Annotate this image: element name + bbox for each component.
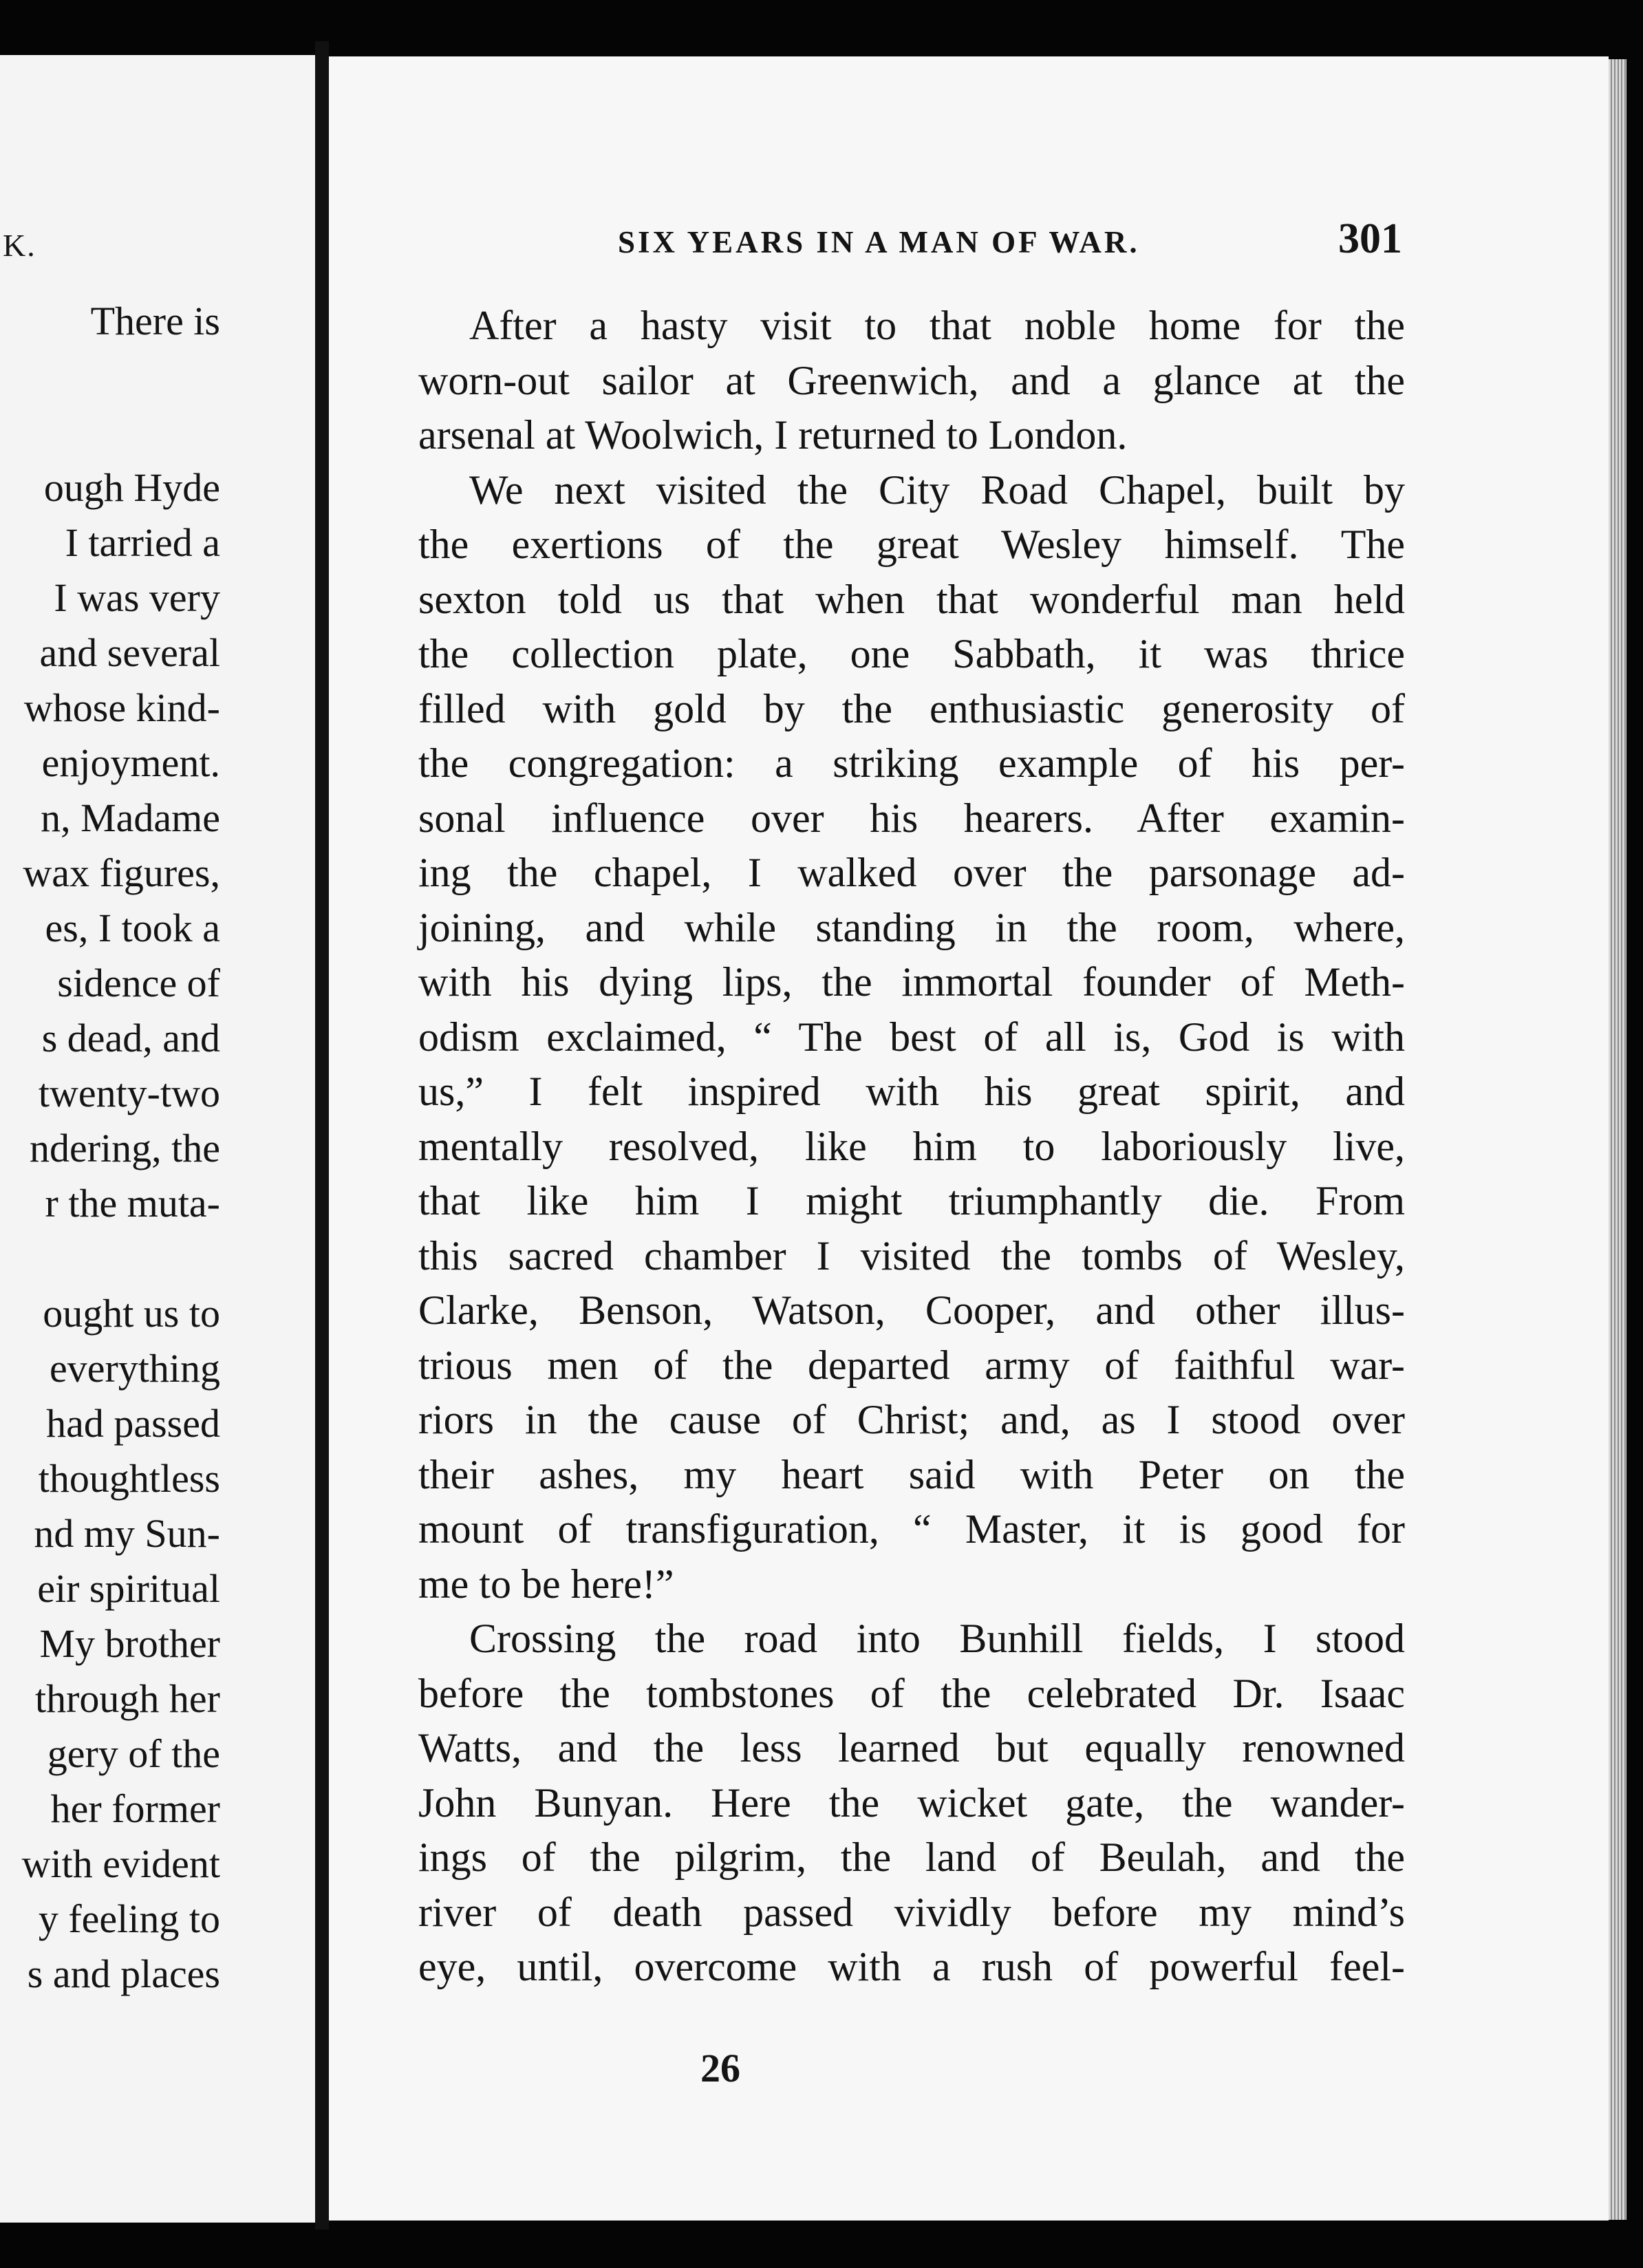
left-line: es, I took a: [45, 906, 220, 950]
text-line: odism exclaimed, “ The best of all is, God is with: [418, 1014, 1405, 1060]
left-line: There is: [90, 299, 220, 343]
page-edge: [1609, 59, 1626, 2220]
text-line: riors in the cause of Christ; and, as I stood over: [418, 1397, 1405, 1442]
body-text: [418, 299, 1405, 1995]
left-line: eir spiritual: [37, 1566, 220, 1611]
left-page: [0, 55, 315, 2223]
right-page: [329, 56, 1609, 2221]
page-header: [618, 215, 1402, 264]
text-line: worn-out sailor at Greenwich, and a glance at the: [418, 357, 1405, 403]
text-line: sexton told us that when that wonderful man held: [418, 576, 1405, 622]
text-line: arsenal at Woolwich, I returned to London.: [418, 412, 1128, 458]
left-line: I was very: [54, 575, 220, 620]
left-line: y feeling to: [38, 1896, 220, 1941]
left-line: gery of the: [47, 1731, 220, 1776]
text-line: joining, and while standing in the room, where,: [418, 904, 1405, 950]
text-line: We next visited the City Road Chapel, built by: [469, 467, 1405, 513]
text-line: the exertions of the great Wesley himself. The: [418, 522, 1405, 567]
text-line: After a hasty visit to that noble home for the: [469, 303, 1405, 348]
text-line: ings of the pilgrim, the land of Beulah, and the: [418, 1834, 1405, 1880]
text-line: their ashes, my heart said with Peter on the: [418, 1451, 1405, 1497]
text-line: me to be here!”: [418, 1561, 674, 1607]
text-line: with his dying lips, the immortal founder of Meth-: [418, 959, 1405, 1005]
left-line: twenty-two: [38, 1071, 220, 1115]
left-line: s and places: [27, 1951, 220, 1996]
left-line: her former: [50, 1786, 220, 1831]
signature-mark: 26: [700, 2046, 740, 2090]
text-line: ing the chapel, I walked over the parsonage ad-: [418, 850, 1405, 895]
left-running-head-fragment: K.: [3, 228, 36, 263]
left-line: had passed: [46, 1401, 220, 1446]
text-line: that like him I might triumphantly die. From: [418, 1178, 1405, 1223]
left-line: nd my Sun-: [34, 1511, 220, 1556]
left-line: ought us to: [43, 1291, 220, 1336]
text-line: mentally resolved, like him to laboriously live,: [418, 1123, 1405, 1169]
left-line: through her: [35, 1676, 220, 1721]
left-line: wax figures,: [23, 850, 220, 895]
left-line: n, Madame: [41, 795, 220, 840]
text-line: filled with gold by the enthusiastic generosity of: [418, 685, 1405, 731]
text-line: sonal influence over his hearers. After examin-: [418, 795, 1405, 841]
left-line: enjoyment.: [41, 740, 220, 785]
left-line: with evident: [21, 1841, 220, 1886]
text-line: John Bunyan. Here the wicket gate, the wander-: [418, 1779, 1405, 1826]
text-line: this sacred chamber I visited the tombs of Wesley,: [418, 1232, 1405, 1279]
running-head: SIX YEARS IN A MAN OF WAR.: [618, 225, 1140, 259]
text-line: us,” I felt inspired with his great spirit, and: [418, 1069, 1405, 1114]
text-line: the congregation: a striking example of his per-: [418, 740, 1405, 786]
left-line: and several: [39, 630, 220, 675]
left-line: whose kind-: [23, 685, 220, 730]
text-line: before the tombstones of the celebrated Dr. Isaac: [418, 1670, 1405, 1716]
text-line: eye, until, overcome with a rush of powerful feel-: [418, 1944, 1405, 1989]
book-gutter: [315, 41, 329, 2229]
page-number: 301: [1338, 215, 1402, 262]
text-line: Crossing the road into Bunhill fields, I stood: [469, 1616, 1405, 1661]
text-line: Watts, and the less learned but equally renowned: [418, 1725, 1405, 1770]
left-line: My brother: [39, 1621, 220, 1666]
text-line: mount of transfiguration, “ Master, it is good for: [418, 1506, 1405, 1552]
text-line: trious men of the departed army of faithful war-: [418, 1342, 1405, 1388]
left-line: ough Hyde: [43, 465, 220, 510]
text-line: Clarke, Benson, Watson, Cooper, and other illus-: [418, 1287, 1405, 1333]
left-line: thoughtless: [38, 1456, 220, 1501]
left-line: sidence of: [57, 961, 220, 1005]
left-line: ndering, the: [29, 1126, 220, 1170]
left-line: everything: [49, 1346, 220, 1391]
text-line: river of death passed vividly before my mind’s: [418, 1889, 1405, 1935]
left-line: r the muta-: [45, 1181, 220, 1226]
left-line: I tarried a: [65, 520, 220, 565]
text-line: the collection plate, one Sabbath, it was thrice: [418, 631, 1405, 676]
left-line: s dead, and: [41, 1016, 220, 1060]
